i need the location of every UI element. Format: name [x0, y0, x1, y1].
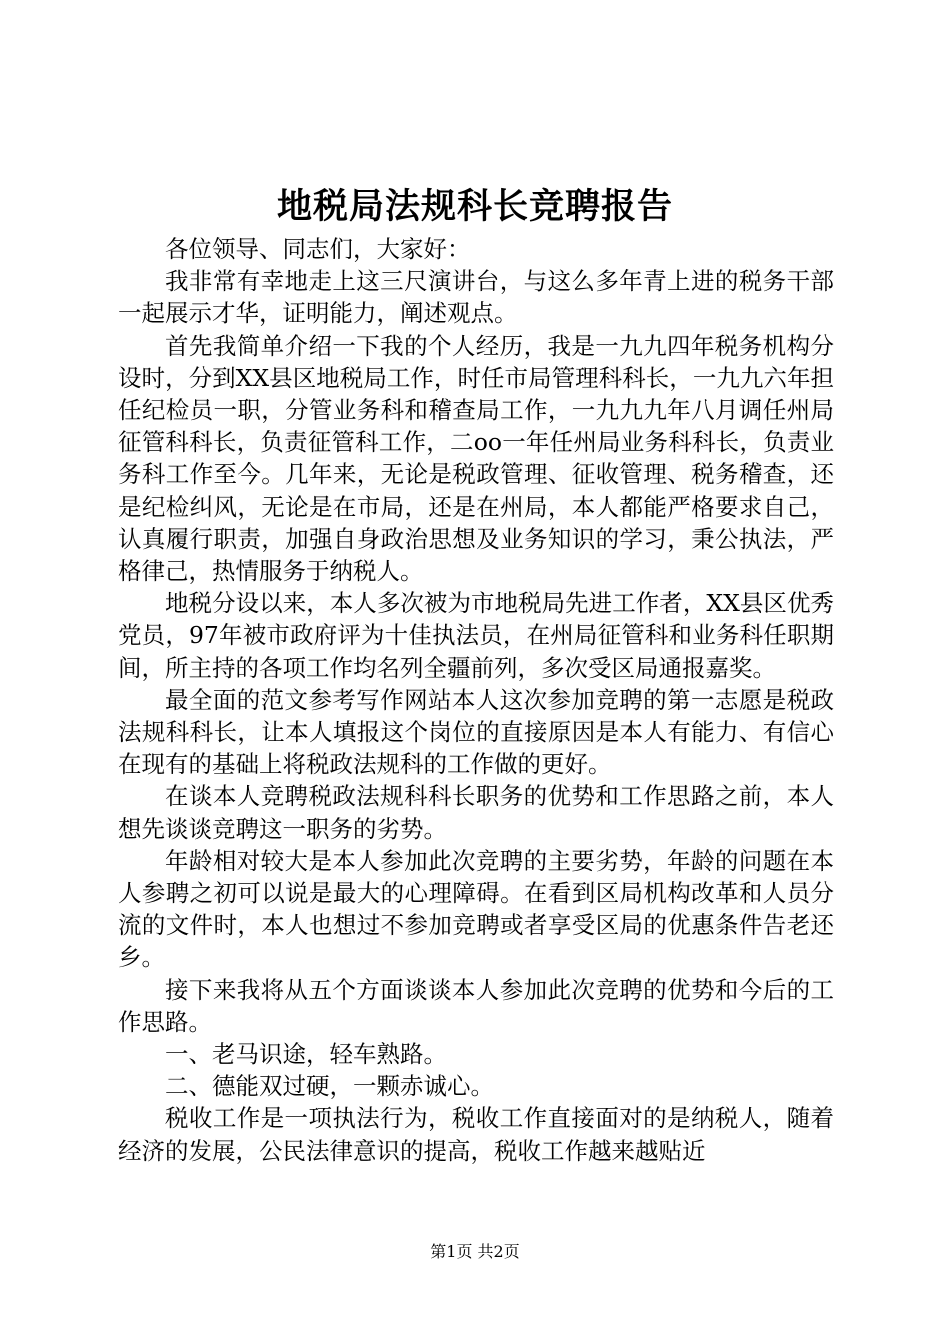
document-body [118, 233, 834, 1167]
body-paragraph: 接下来我将从五个方面谈谈本人参加此次竞聘的优势和今后的工作思路。 [118, 975, 834, 1036]
body-paragraph: 最全面的范文参考写作网站本人这次参加竞聘的第一志愿是税政法规科科长，让本人填报这个岗位的直接原因是本人有能力、有信心在现有的基础上将税政法规科的工作做的更好。 [118, 685, 834, 779]
body-paragraph: 我非常有幸地走上这三尺演讲台，与这么多年青上进的税务干部一起展示才华，证明能力，阐述观点。 [118, 267, 834, 328]
section-heading: 一、老马识途，轻车熟路。 [165, 1040, 447, 1069]
greeting-paragraph: 各位领导、同志们，大家好： [165, 235, 471, 263]
section-heading: 二、德能双过硬，一颗赤诚心。 [165, 1072, 494, 1101]
page-footer: 第1页 共2页 [430, 1242, 520, 1261]
body-paragraph: 年龄相对较大是本人参加此次竞聘的主要劣势，年龄的问题在本人参聘之初可以说是最大的心理障碍。在看到区局机构改革和人员分流的文件时，本人也想过不参加竞聘或者享受区局的优惠条件告老还乡。 [118, 846, 834, 972]
body-paragraph: 税收工作是一项执法行为，税收工作直接面对的是纳税人，随着经济的发展，公民法律意识的提高，税收工作越来越贴近 [118, 1104, 834, 1165]
document-title: 地税局法规科长竞聘报告 [276, 186, 673, 227]
body-paragraph: 首先我简单介绍一下我的个人经历，我是一九九四年税务机构分设时，分到XX县区地税局工作，时任市局管理科科长，一九九六年担任纪检员一职，分管业务科和稽查局工作，一九九九年八月调任州局征管科科长，负责征管科工作，二oo一年任州局业务科科长，负责业务科工作至今。几年来，无论是税政管理、征收管理、税务稽查，还是纪检纠风，无论是在市局，还是在州局，本人都能严格要求自己，认真履行职责，加强自身政治思想及业务知识的学习，秉公执法，严格律己，热情服务于纳税人。 [118, 331, 834, 586]
body-paragraph: 在谈本人竞聘税政法规科科长职务的优势和工作思路之前，本人想先谈谈竞聘这一职务的劣势。 [118, 782, 834, 843]
body-paragraph: 地税分设以来，本人多次被为市地税局先进工作者，XX县区优秀党员，97年被市政府评为十佳执法员，在州局征管科和业务科任职期间，所主持的各项工作均名列全疆前列，多次受区局通报嘉奖。 [118, 589, 834, 682]
